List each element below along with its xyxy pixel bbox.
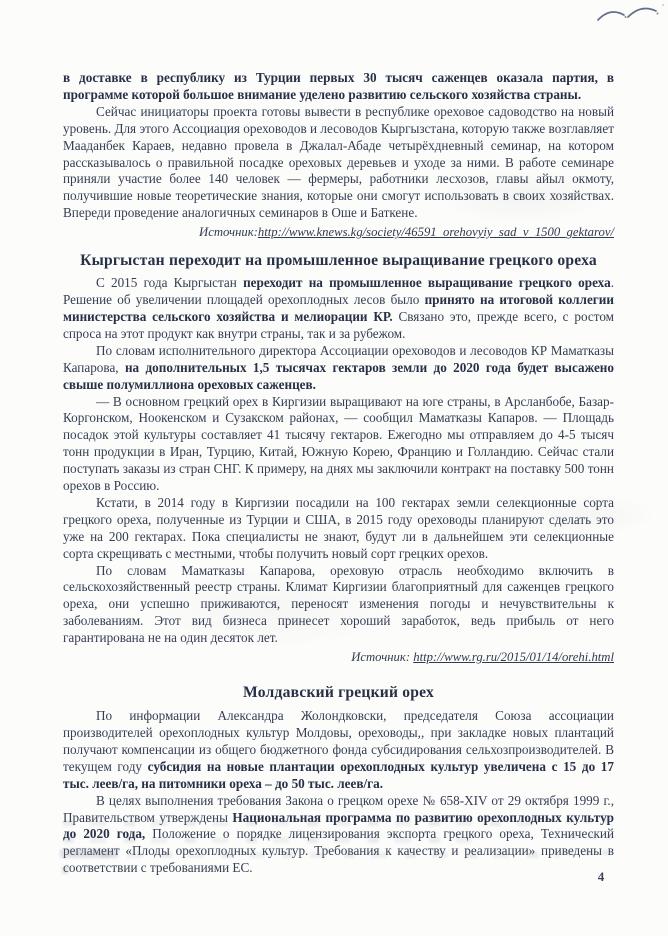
paragraph-continuation [63,70,614,104]
text-run: Положение о порядке лицензирования экспорта грецкого ореха, Технический регламент «Плоды орехоплодных культур. Требования к качеству и реализации» приведены в соответствии с требованиями ЕС. [63,826,614,876]
text-run: По информации Александра Жолондковски, председателя Союза ассоциации производителей орехоплодных культур Молдовы, ореховоды,, при закладке новых плантаций получают компенсации из общего бюджетного фонда субсидирования сельхозпроизводителей. В текущем году [63,708,614,774]
text-run-bold: принято на итоговой коллегии министерства сельского хозяйства и мелиорации КР. [63,292,614,324]
text-run: в доставке в республику из Турции первых 30 тысяч саженцев оказала партия, в программе которой большое внимание уделено развитию сельского хозяйства страны. [63,70,614,102]
paragraph-quote-regions [63,394,614,495]
paragraph-seminar [63,104,614,222]
text-run: Кстати, в 2014 году в Киргизии посадили на 100 гектарах земли селекционные сорта грецкого ореха, полученные из Турции и США, в 2015 году ореховоды планируют сделать это уже на 200 гектарах. Пока специалисты не знают, будут ли в дальнейшем эти селекционные сорта скрещивать с местными, чтобы получить новый сорт грецких орехов. [63,494,614,561]
text-run-bold: на дополнительных 1,5 тысячах гектаров земли до 2020 года будет высажено свыше полумиллиона ореховых саженцев. [63,359,614,392]
text-run: Связано это, прежде всего, с ростом спроса на этот продукт как внутри страны, так и за рубежом. [63,308,615,341]
text-run: С 2015 года Кыргыстан [96,275,244,291]
text-run: — В основном грецкий орех в Киргизии выращивают на юге страны, в Арсланбобе, Базар-Коргонском, Ноокенском и Сузакском районах, — сообщил Маматказы Капаров. — Площадь посадок этой культуры составляет 41 тысячу гектаров. Ежегодно мы отправляем до 4-5 тысяч тонн продукции в Иран, Турцию, Китай, Южную Корею, Францию и Голландию. Сейчас стали поступать заказы из стран СНГ. К примеру, на днях мы заключили контракт на поставку 500 тонн орехов в Россию. [63,393,614,494]
pen-scribble-icon [594,2,666,28]
source-label: Источник: [351,650,414,665]
article-title-moldova: Молдавский грецкий орех [243,684,434,702]
source-url-link: http://www.knews.kg/society/46591_orehovyiy_sad_v_1500_gektarov/ [257,225,614,240]
source-label: Источник: [199,225,258,240]
text-run-bold: Национальная программа по развитию орехоплодных культур до 2020 года, [63,809,615,842]
text-run-bold: субсидия на новые плантации орехоплодных культур увеличена с 15 до 17 тыс. леев/га, на питомники ореха – до 50 тыс. леев/га. [63,758,614,791]
paragraph-registry-climate [63,563,614,648]
source-url-link: http://www.rg.ru/2015/01/14/orehi.html [413,650,614,665]
text-run: . Решение об увеличении площадей орехоплодных лесов было [63,275,614,308]
text-run: В целях выполнения требования Закона о грецком орехе № 658-XIV от 29 октября 1999 г., Правительством утверждены [63,792,614,825]
paragraph-2015-decision [63,275,614,343]
paragraph-kaparov-plan [63,343,614,394]
text-run-bold: переходит на промышленное выращивание грецкого ореха [243,275,611,291]
source-line-rg [63,649,614,666]
text-run: По словам Маматказы Капарова, ореховую отрасль необходимо включить в сельскохозяйственный реестр страны. Климат Киргизии благоприятный для саженцев грецкого ореха, они успешно приживаются, переносят изменения погоды и нечувствительны к заболеваниям. Этот вид бизнеса принесет хороший заработок, ведь прибыль от него гарантирована не на один десяток лет. [63,562,614,646]
article-title-kyrgyzstan: Кыргыстан переходит на промышленное выращивание грецкого ореха [80,252,597,270]
paragraph-moldova-law [63,793,614,878]
page-number: 4 [597,869,605,884]
paragraph-selection-varieties [63,495,614,563]
document-content [63,70,614,877]
source-line-knews [63,224,614,241]
text-run: Сейчас инициаторы проекта готовы вывести в республике ореховое садоводство на новый уровень. Для этого Ассоциация ореховодов и лесоводов Кыргызстана, которую также возглавляет Мааданбек Караев, недавно провела в Джалал-Абаде четырёхдневный семинар, на котором рассказывалось о правильной посадке ореховых деревьев и уходе за ними. В работе семинаре приняли участие более 140 человек — фермеры, работники лесхозов, главы айыл окмоту, получившие новые теоретические знания, которые они смогут использовать в своих хозяйствах. Впереди проведение аналогичных семинаров в Оше и Баткене. [63,103,614,221]
paragraph-moldova-subsidy [63,708,614,793]
text-run: По словам исполнительного директора Ассоциации ореховодов и лесоводов КР Маматказы Капарова, [63,342,614,375]
